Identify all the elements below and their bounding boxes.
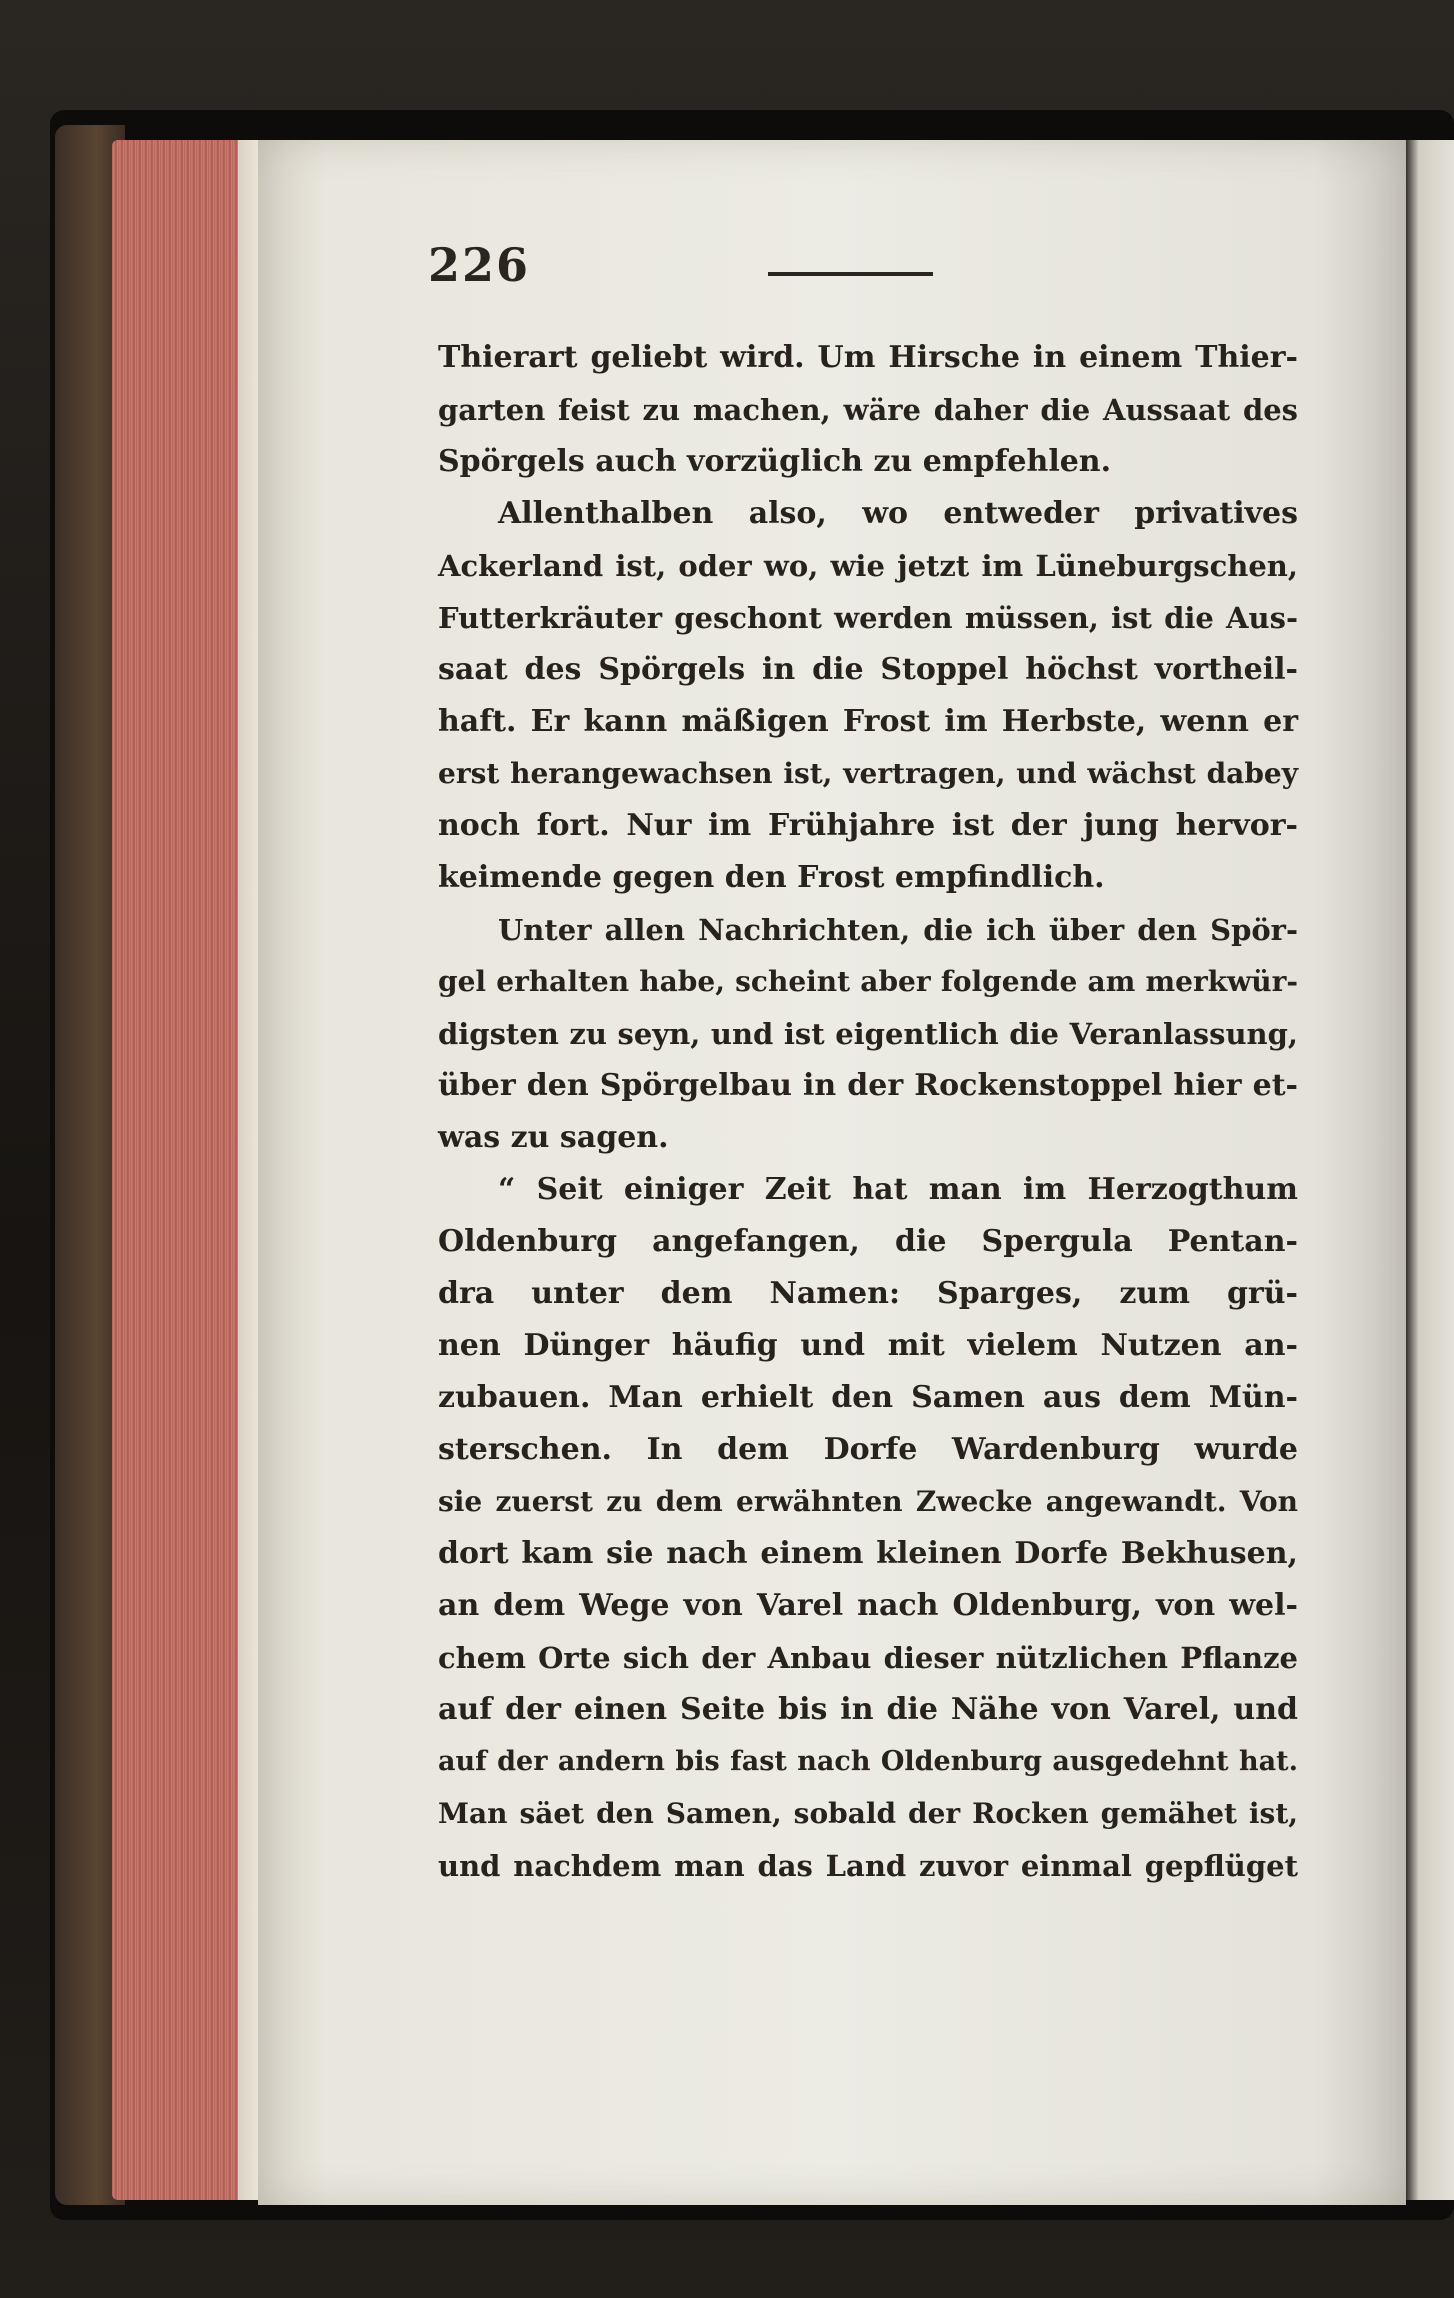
- text-line: zubauen. Man erhielt den Samen aus dem Mün-: [438, 1380, 1298, 1415]
- text-line: dra unter dem Namen: Sparges, zum grü-: [438, 1276, 1298, 1311]
- text-line: garten feist zu machen, wäre daher die Aussaat des: [438, 393, 1298, 427]
- facing-page-edge: [1404, 140, 1454, 2200]
- text-line: Allenthalben also, wo entweder privatives: [498, 496, 1298, 531]
- text-line: Ackerland ist, oder wo, wie jetzt im Lüneburgschen,: [438, 549, 1298, 583]
- text-line: an dem Wege von Varel nach Oldenburg, von wel-: [438, 1588, 1298, 1623]
- text-line: Futterkräuter geschont werden müssen, ist die Aus-: [438, 601, 1298, 635]
- text-line: saat des Spörgels in die Stoppel höchst vortheil-: [438, 652, 1298, 687]
- text-line: “ Seit einiger Zeit hat man im Herzogthum: [498, 1172, 1298, 1207]
- text-line: sterschen. In dem Dorfe Wardenburg wurde: [438, 1432, 1298, 1467]
- text-line: Man säet den Samen, sobald der Rocken gemähet ist,: [438, 1797, 1298, 1830]
- header-rule: [768, 272, 933, 276]
- text-line: Oldenburg angefangen, die Spergula Pentan-: [438, 1224, 1298, 1259]
- page-text: [438, 332, 1298, 1892]
- text-line: auf der andern bis fast nach Oldenburg ausgedehnt hat.: [438, 1746, 1298, 1777]
- text-line: Unter allen Nachrichten, die ich über den Spör-: [498, 913, 1298, 947]
- text-line: über den Spörgelbau in der Rockenstoppel hier et-: [438, 1068, 1298, 1103]
- text-line: sie zuerst zu dem erwähnten Zwecke angewandt. Von: [438, 1485, 1298, 1518]
- text-line: noch fort. Nur im Frühjahre ist der jung hervor-: [438, 808, 1298, 843]
- text-line: Thierart geliebt wird. Um Hirsche in einem Thier-: [438, 340, 1298, 375]
- text-line: nen Dünger häufig und mit vielem Nutzen an-: [438, 1328, 1298, 1363]
- text-line: digsten zu seyn, und ist eigentlich die Veranlassung,: [438, 1017, 1298, 1051]
- text-line: dort kam sie nach einem kleinen Dorfe Bekhusen,: [438, 1536, 1298, 1571]
- text-line: chem Orte sich der Anbau dieser nützlichen Pflanze: [438, 1641, 1298, 1675]
- text-line: keimende gegen den Frost empfindlich.: [438, 860, 1105, 895]
- text-line: und nachdem man das Land zuvor einmal gepflüget: [438, 1849, 1298, 1883]
- text-line: Spörgels auch vorzüglich zu empfehlen.: [438, 444, 1112, 479]
- text-line: haft. Er kann mäßigen Frost im Herbste, wenn er: [438, 704, 1298, 739]
- page-number: 226: [428, 238, 531, 292]
- text-line: erst herangewachsen ist, vertragen, und wächst dabey: [438, 757, 1298, 790]
- text-line: gel erhalten habe, scheint aber folgende am merkwür-: [438, 965, 1298, 998]
- text-line: was zu sagen.: [438, 1120, 669, 1155]
- text-line: auf der einen Seite bis in die Nähe von Varel, und: [438, 1692, 1298, 1727]
